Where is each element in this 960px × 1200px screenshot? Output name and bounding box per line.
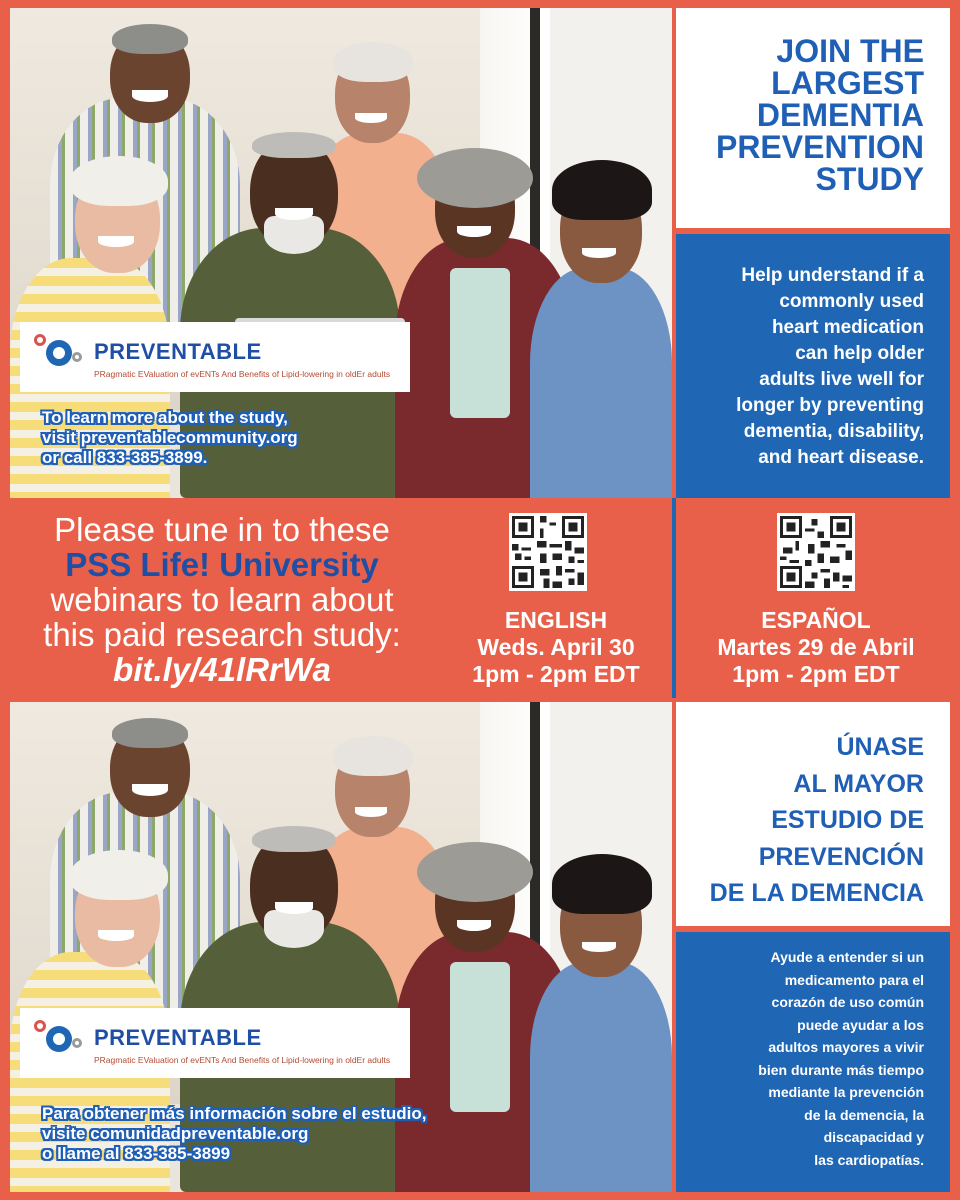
- heading-line: LARGEST: [771, 65, 924, 101]
- body-line: adults live well for: [759, 369, 924, 390]
- body-line: and heart disease.: [758, 447, 924, 468]
- body-line: heart medication: [771, 317, 924, 338]
- body-line: adultos mayores a vivir: [768, 1039, 924, 1055]
- body-line: discapacidad y: [823, 1129, 924, 1145]
- heading-line: ÚNASE: [836, 733, 924, 761]
- schedule-time: 1pm - 2pm EDT: [732, 661, 900, 687]
- info-line: visite comunidadpreventable.org: [42, 1124, 309, 1143]
- column-divider: [672, 498, 676, 698]
- schedule-time: 1pm - 2pm EDT: [472, 661, 640, 687]
- heading-line: DE LA DEMENCIA: [709, 879, 924, 907]
- top-description-box: [676, 234, 950, 498]
- bottom-photo: [10, 702, 672, 1192]
- body-line: de la demencia, la: [804, 1106, 924, 1123]
- schedule-date: Martes 29 de Abril: [717, 634, 915, 660]
- heading-line: PREVENTION: [715, 129, 924, 165]
- logo-title: PREVENTABLE: [94, 1025, 262, 1050]
- body-line: commonly used: [779, 291, 924, 312]
- body-line: corazón de uso común: [771, 994, 924, 1010]
- info-line: To learn more about the study,: [42, 408, 288, 427]
- gears-heart-icon: [34, 334, 84, 370]
- spanish-schedule: [678, 607, 954, 688]
- info-line: Para obtener más información sobre el estudio,: [42, 1104, 427, 1123]
- body-line: bien durante más tiempo: [758, 1061, 924, 1078]
- schedule-language: ENGLISH: [504, 607, 608, 633]
- body-line: Help understand if a: [741, 265, 924, 286]
- qr-code-icon[interactable]: [777, 513, 855, 591]
- heading-line: DEMENTIA: [756, 97, 924, 133]
- qr-code-icon[interactable]: [509, 513, 587, 591]
- body-line: medicamento para el: [784, 971, 924, 988]
- university-name: PSS Life! University: [65, 546, 379, 583]
- preventable-logo: [20, 1008, 410, 1078]
- body-line: puede ayudar a los: [797, 1016, 924, 1033]
- body-line: dementia, disability,: [743, 421, 924, 442]
- heading-line: ESTUDIO DE: [771, 806, 924, 834]
- schedule-language: ESPAÑOL: [761, 607, 871, 633]
- webinar-link[interactable]: bit.ly/41lRrWa: [113, 651, 331, 688]
- heading-line: PREVENCIÓN: [758, 842, 924, 871]
- body-line: longer by preventing: [736, 395, 924, 416]
- invite-line: webinars to learn about: [50, 581, 394, 618]
- body-line: las cardiopatías.: [814, 1151, 924, 1168]
- body-line: Ayude a entender si un: [770, 949, 924, 965]
- body-line: can help older: [795, 343, 924, 364]
- heading-line: AL MAYOR: [793, 769, 924, 798]
- schedule-date: Weds. April 30: [477, 634, 635, 660]
- gears-heart-icon: [34, 1020, 84, 1056]
- top-heading-box: [676, 8, 950, 228]
- heading-line: JOIN THE: [776, 33, 924, 69]
- info-line: or call 833-385-3899.: [42, 448, 208, 467]
- heading-line: STUDY: [815, 161, 924, 197]
- info-line: o llame al 833-385-3899: [42, 1144, 231, 1163]
- invite-line: this paid research study:: [43, 616, 401, 653]
- english-schedule: [440, 607, 672, 688]
- contact-info: [42, 408, 298, 468]
- info-line: visit preventablecommunity.org: [42, 428, 298, 447]
- body-line: mediante la prevención: [768, 1084, 924, 1100]
- bottom-description-box: [676, 932, 950, 1192]
- webinar-invite: [8, 512, 436, 687]
- contact-info: [42, 1104, 427, 1164]
- bottom-heading-box: [676, 702, 950, 926]
- logo-title: PREVENTABLE: [94, 339, 262, 364]
- logo-subtitle: PRagmatic EValuation of evENTs And Benefits of Lipid-lowering in oldEr adults: [94, 369, 391, 379]
- invite-line: Please tune in to these: [54, 511, 390, 548]
- logo-subtitle: PRagmatic EValuation of evENTs And Benefits of Lipid-lowering in oldEr adults: [94, 1055, 391, 1065]
- top-photo: [10, 8, 672, 498]
- preventable-logo: [20, 322, 410, 392]
